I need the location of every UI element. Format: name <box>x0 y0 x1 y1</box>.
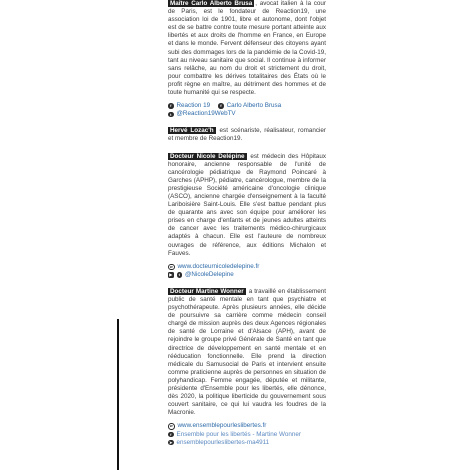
link-line <box>168 110 326 118</box>
author-name: Hervé Lozac'h <box>170 127 214 135</box>
author-name: Maître Carlo Alberto Brusa <box>170 0 253 7</box>
link-line <box>168 271 326 279</box>
link-line <box>168 102 326 110</box>
link-line <box>168 422 326 430</box>
bio-martine-wonner <box>168 288 326 418</box>
facebook-link[interactable]: Ensemble pour les libertés - Martine Wonner <box>176 430 301 438</box>
bio-text: a travaillé en établissement public de santé mentale en tant que psychiatre et psychothérapeute. Après plusieurs années, elle décide de poursuivre sa carrière comme médecin conseil chargé de mission auprès des deux Agences régionales de santé de Lorraine et d'Alsace (APH), avant de rejoindre le groupe privé Générale de Santé en tant que directrice de développement en santé mentale et en rééducation fonctionnelle. Elle prend la direction médicale du Samusocial de Paris et intervient ensuite comme praticienne auprès de personnes en situation de polyhandicap. Femme engagée, députée et militante, présidente d'Ensemble pour les libertés, elle dénonce, dès 2020, la politique liberticide du gouvernement sous couvert sanitaire, ce qui lui vaudra les foudres de la Macronie. <box>168 287 326 417</box>
bio-nicole-delepine <box>168 153 326 258</box>
facebook-icon: f <box>168 103 174 109</box>
twitter-link[interactable]: @NicoleDelepine <box>185 270 234 278</box>
bio-links <box>168 263 326 279</box>
link-line <box>168 431 326 439</box>
bio-links <box>168 102 326 118</box>
author-name: Docteur Nicole Delépine <box>170 152 245 160</box>
bio-herve-lozach <box>168 127 326 143</box>
telegram-link[interactable]: ensemblepourleslibertes-ma4911 <box>176 438 270 446</box>
facebook-icon: f <box>168 432 174 438</box>
twitter-icon: t <box>168 112 174 118</box>
page-edge-line <box>117 319 119 470</box>
bio-text: est médecin des Hôpitaux honoraire, ancienne responsable de l'unité de cancérologie pédiatrique de Raymond Poincaré à Garches (APHP), pédiatre, cancérologue, membre de la prestigieuse Société américaine d'oncologie clinique (ASCO), ancienne chargée d'enseignement à la faculté Lariboisière Saint-Louis. Elle s'est battue pendant plus de quarante ans avec son équipe pour améliorer les prises en charge d'enfants et de jeunes adultes atteints de cancer avec les traitements médico-chirurgicaux adaptés à chacun. Elle est l'auteure de nombreux ouvrages de référence, aux éditions Michalon et Fauves. <box>168 152 326 257</box>
twitter-link[interactable]: @Reaction19WebTV <box>176 110 236 118</box>
telegram-icon: ➤ <box>169 439 173 445</box>
website-link[interactable]: www.docteurnicoledelepine.fr <box>177 262 260 270</box>
bio-carlo-alberto-brusa <box>168 0 326 97</box>
youtube-icon[interactable]: ▶ <box>169 272 173 278</box>
facebook-link[interactable]: Reaction 19 <box>176 102 211 110</box>
bio-text: est scénariste, réalisateur, romancier et membre de Reaction19. <box>168 127 326 143</box>
facebook-link[interactable]: Carlo Alberto Brusa <box>226 102 282 110</box>
author-name: Docteur Martine Wonner <box>170 287 244 295</box>
facebook-icon: f <box>218 103 224 109</box>
link-line <box>168 263 326 271</box>
twitter-icon: t <box>177 272 183 278</box>
website-link[interactable]: www.ensemblepourleslibertes.fr <box>177 422 267 430</box>
globe-icon: w <box>169 424 173 429</box>
globe-icon: w <box>169 264 173 269</box>
bio-links <box>168 422 326 446</box>
bios-column <box>168 0 326 456</box>
link-line <box>168 439 326 447</box>
bio-text: , avocat italien à la cour de Paris, est le fondateur de Reaction19, une association loi de 1901, libre et autonome, dont l'objet est de se battre contre toute mesure portant atteinte aux libertés et aux droits de l'homme en France, en Europe et dans le monde. Fervent défenseur des citoyens ayant subi des dommages lors de la pandémie de la Covid-19, tant au niveau sanitaire que social. Il continue à informer sans relâche, au nom du droit et strictement du droit, pour combattre les dérives totalitaires des États où le profit règne en maître, au détriment des hommes et de toute humanité qui se respecte. <box>168 0 326 97</box>
